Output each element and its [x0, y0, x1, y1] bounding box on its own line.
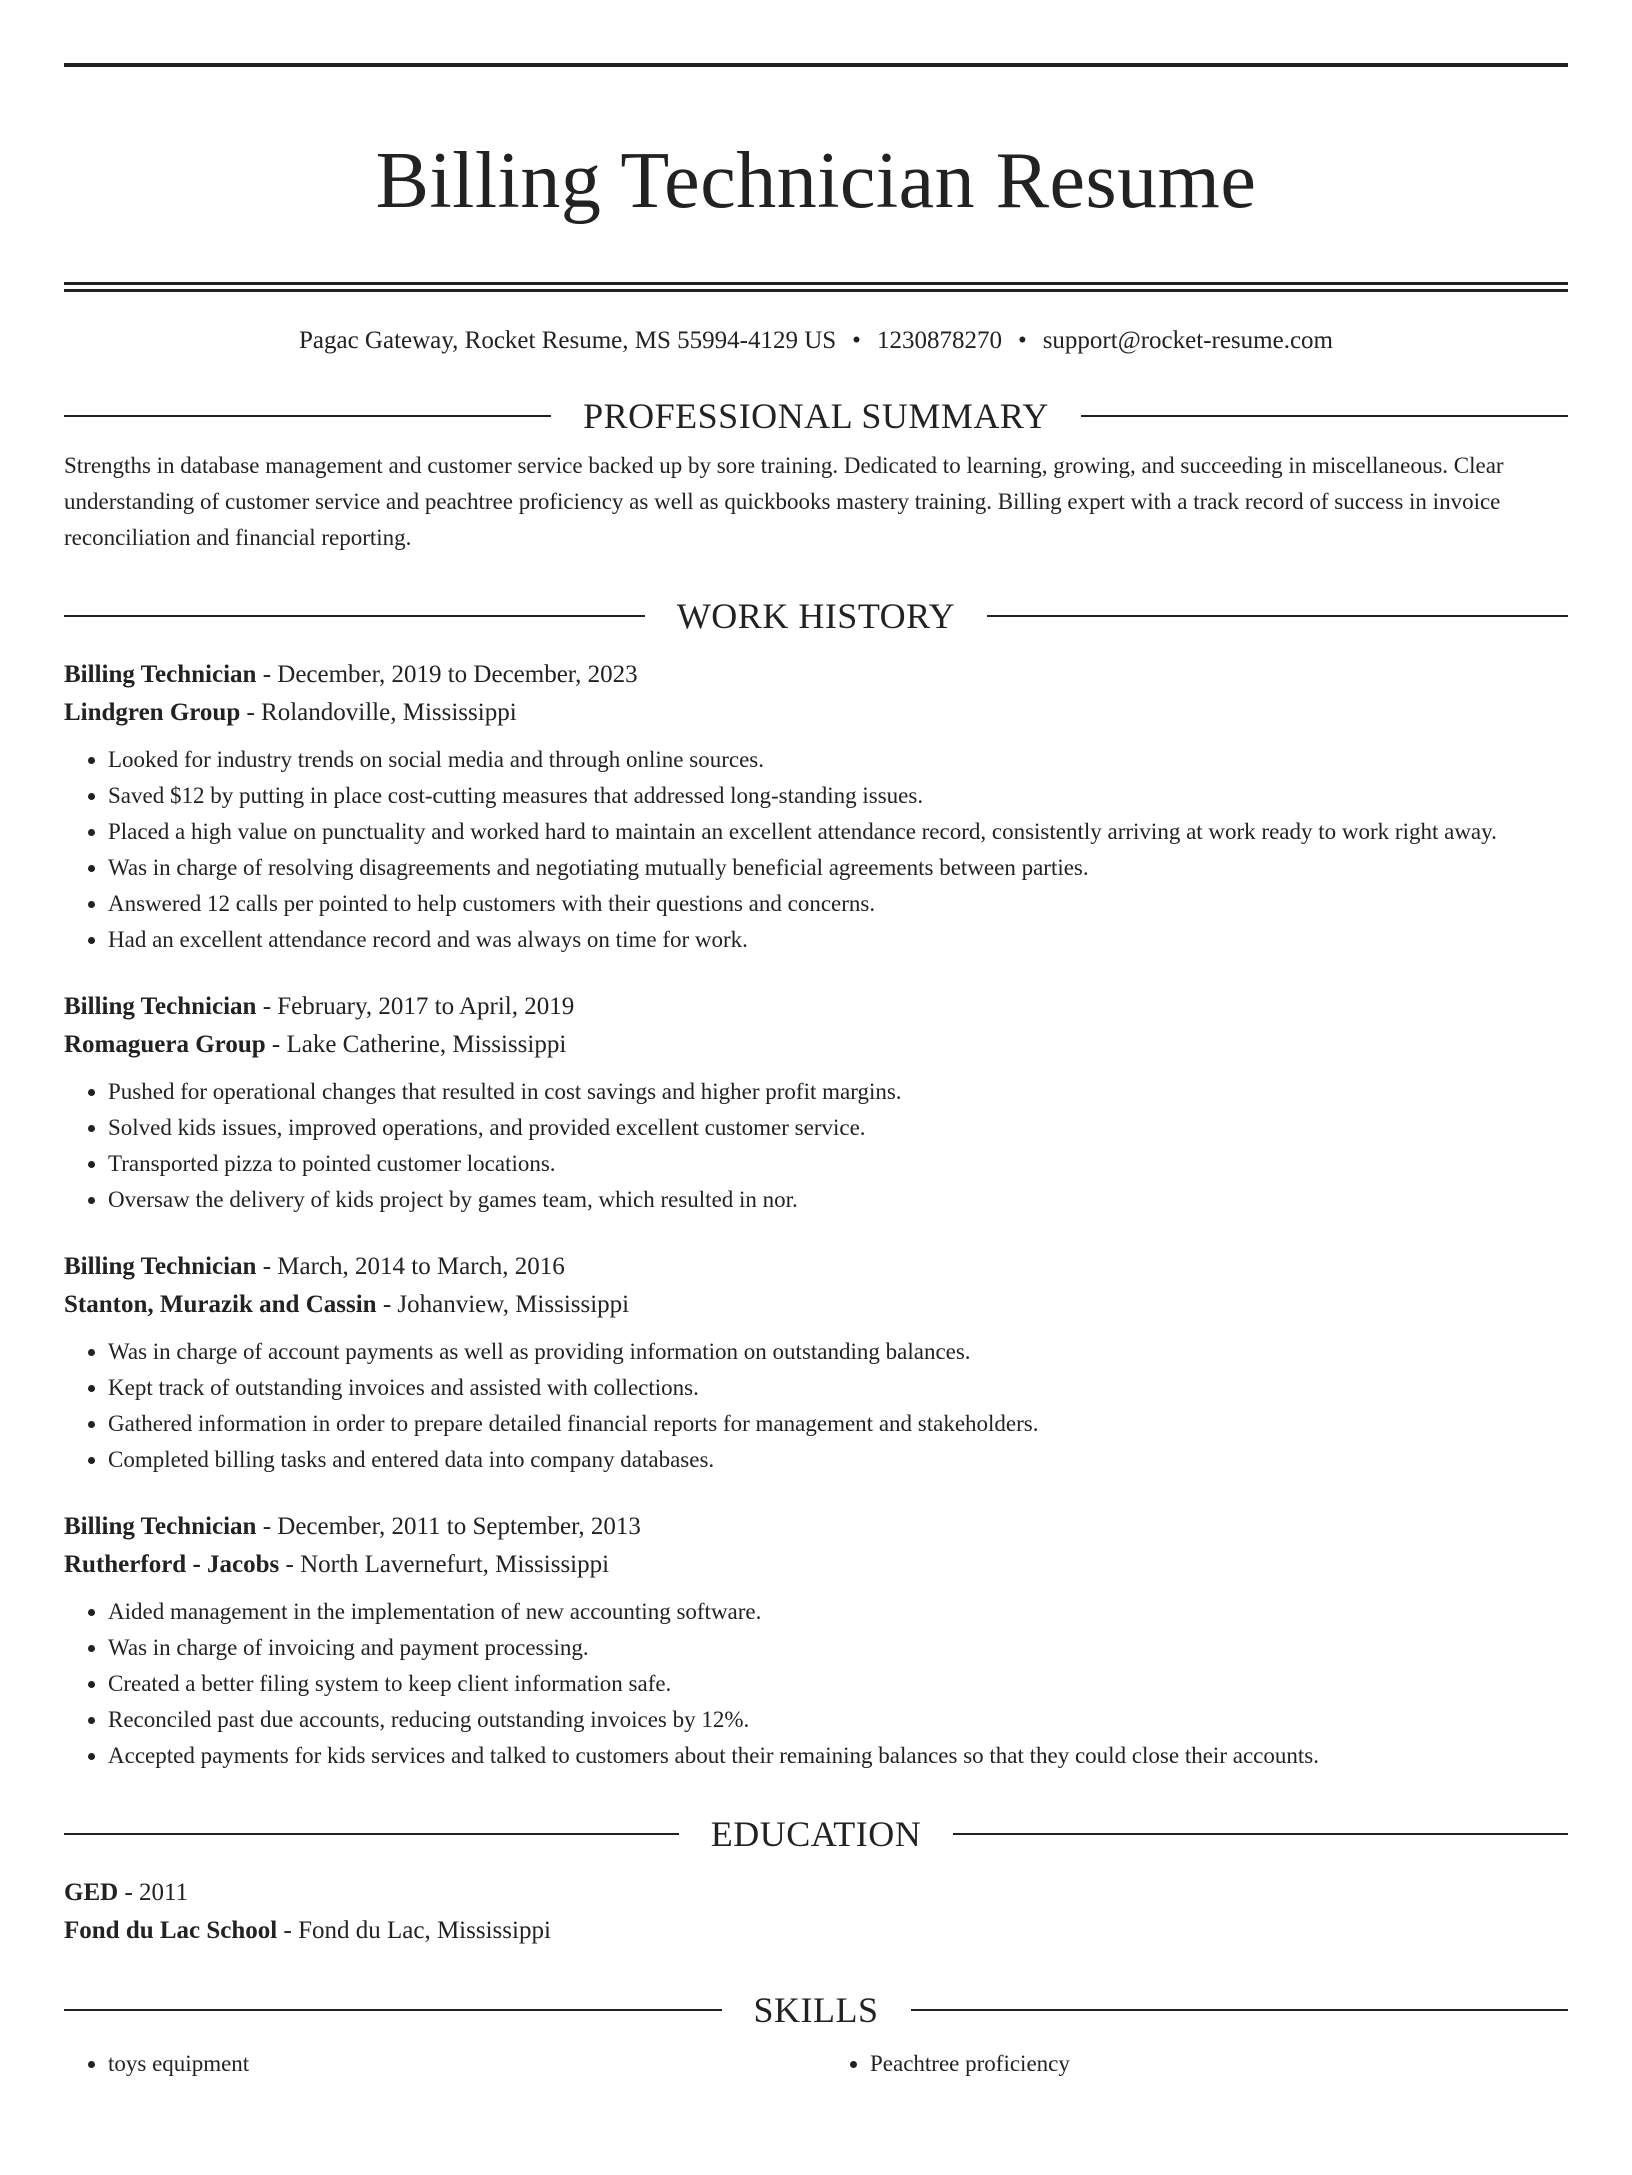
job-bullets: [64, 1074, 1568, 1218]
list-item: • Had an excellent attendance record and was always on time for work.: [108, 922, 1568, 958]
job-title: Billing Technician: [64, 1253, 257, 1281]
job-location: - Lake Catherine, Mississippi: [265, 1031, 567, 1059]
heading-rule-right: [911, 2009, 1569, 2011]
education-degree: GED: [64, 1879, 119, 1907]
list-item: • Saved $12 by putting in place cost-cutting measures that addressed long-standing issues.: [108, 778, 1568, 814]
list-item: • toys equipment: [108, 2046, 806, 2082]
education-year: - 2011: [118, 1879, 189, 1907]
job-entry: [64, 656, 1568, 958]
list-item: • Pushed for operational changes that resulted in cost savings and higher profit margins.: [108, 1074, 1568, 1110]
job-dates: - March, 2014 to March, 2016: [256, 1253, 565, 1281]
section-title: SKILLS: [753, 1990, 879, 2031]
job-company-line: [64, 1026, 1568, 1064]
education-school-line: [64, 1912, 1568, 1950]
education-school: Fond du Lac School: [64, 1917, 278, 1945]
list-item: • Kept track of outstanding invoices and assisted with collections.: [108, 1370, 1568, 1406]
skills-grid: [64, 2046, 1568, 2082]
job-title-line: [64, 1508, 1568, 1546]
list-item: • Solved kids issues, improved operations, and provided excellent customer service.: [108, 1110, 1568, 1146]
job-location: - Johanview, Mississippi: [376, 1291, 630, 1319]
list-item: • Answered 12 calls per pointed to help customers with their questions and concerns.: [108, 886, 1568, 922]
list-item: • Oversaw the delivery of kids project by games team, which resulted in nor.: [108, 1182, 1568, 1218]
section-heading-skills: [64, 1988, 1568, 2032]
heading-rule-right: [1081, 415, 1568, 417]
heading-rule-left: [64, 1833, 679, 1835]
list-item: • Was in charge of invoicing and payment processing.: [108, 1630, 1568, 1666]
title-double-rule: [64, 282, 1568, 292]
list-item: • Reconciled past due accounts, reducing outstanding invoices by 12%.: [108, 1702, 1568, 1738]
contact-email: support@rocket-resume.com: [1042, 327, 1333, 355]
job-title-line: [64, 988, 1568, 1026]
education-degree-line: [64, 1874, 1568, 1912]
job-dates: - February, 2017 to April, 2019: [256, 993, 575, 1021]
job-title: Billing Technician: [64, 661, 257, 689]
job-entry: [64, 1248, 1568, 1478]
job-company: Lindgren Group: [64, 699, 241, 727]
job-title-line: [64, 656, 1568, 694]
education-location: - Fond du Lac, Mississippi: [277, 1917, 551, 1945]
heading-rule-left: [64, 2009, 722, 2011]
contact-line: [64, 326, 1568, 356]
heading-rule-left: [64, 415, 551, 417]
job-entry: [64, 988, 1568, 1218]
section-heading-education: [64, 1812, 1568, 1856]
list-item: • Aided management in the implementation of new accounting software.: [108, 1594, 1568, 1630]
heading-rule-left: [64, 615, 645, 617]
job-company: Romaguera Group: [64, 1031, 266, 1059]
education-entry: [64, 1874, 1568, 1950]
list-item: • Looked for industry trends on social media and through online sources.: [108, 742, 1568, 778]
job-dates: - December, 2019 to December, 2023: [256, 661, 638, 689]
list-item: • Accepted payments for kids services and talked to customers about their remaining balances so that they could close their accounts.: [108, 1738, 1568, 1774]
job-bullets: [64, 742, 1568, 958]
skills-list-right: [826, 2046, 1568, 2082]
job-bullets: [64, 1594, 1568, 1774]
section-title: PROFESSIONAL SUMMARY: [583, 396, 1049, 437]
heading-rule-right: [953, 1833, 1568, 1835]
job-company-line: [64, 694, 1568, 732]
list-item: • Created a better filing system to keep client information safe.: [108, 1666, 1568, 1702]
section-title: EDUCATION: [710, 1814, 922, 1855]
list-item: • Transported pizza to pointed customer locations.: [108, 1146, 1568, 1182]
resume-title: Billing Technician Resume: [375, 136, 1257, 225]
contact-phone: 1230878270: [876, 327, 1002, 355]
job-company: Rutherford - Jacobs: [64, 1551, 280, 1579]
contact-separator: •: [852, 327, 861, 355]
job-title: Billing Technician: [64, 1513, 257, 1541]
section-heading-summary: [64, 394, 1568, 438]
job-bullets: [64, 1334, 1568, 1478]
summary-text: Strengths in database management and customer service backed up by sore training. Dedicated to learning, growing, and succeeding in miscellaneous. Clear understanding of customer service and peachtree proficiency as well as quickbooks mastery training. Billing expert with a track record of success in invoice reconciliation and financial reporting.: [64, 453, 1504, 551]
skills-list-left: [64, 2046, 806, 2082]
list-item: • Placed a high value on punctuality and worked hard to maintain an excellent attendance record, consistently arriving at work ready to work right away.: [108, 814, 1568, 850]
list-item: • Completed billing tasks and entered data into company databases.: [108, 1442, 1568, 1478]
section-title: WORK HISTORY: [676, 596, 956, 637]
heading-rule-right: [987, 615, 1568, 617]
job-entry: [64, 1508, 1568, 1774]
contact-separator: •: [1017, 327, 1027, 355]
contact-address: Pagac Gateway, Rocket Resume, MS 55994-4129 US: [298, 327, 837, 355]
job-title-line: [64, 1248, 1568, 1286]
job-company-line: [64, 1286, 1568, 1324]
list-item: • Peachtree proficiency: [870, 2046, 1568, 2082]
list-item: • Was in charge of resolving disagreements and negotiating mutually beneficial agreements between parties.: [108, 850, 1568, 886]
list-item: • Was in charge of account payments as well as providing information on outstanding balances.: [108, 1334, 1568, 1370]
job-location: - North Lavernefurt, Mississippi: [279, 1551, 610, 1579]
job-company-line: [64, 1546, 1568, 1584]
job-location: - Rolandoville, Mississippi: [240, 699, 517, 727]
job-title: Billing Technician: [64, 993, 257, 1021]
job-company: Stanton, Murazik and Cassin: [64, 1291, 377, 1319]
top-rule: [64, 63, 1568, 67]
resume-page: [0, 63, 1632, 2175]
section-heading-work: [64, 594, 1568, 638]
list-item: • Gathered information in order to prepare detailed financial reports for management and stakeholders.: [108, 1406, 1568, 1442]
job-dates: - December, 2011 to September, 2013: [256, 1513, 641, 1541]
